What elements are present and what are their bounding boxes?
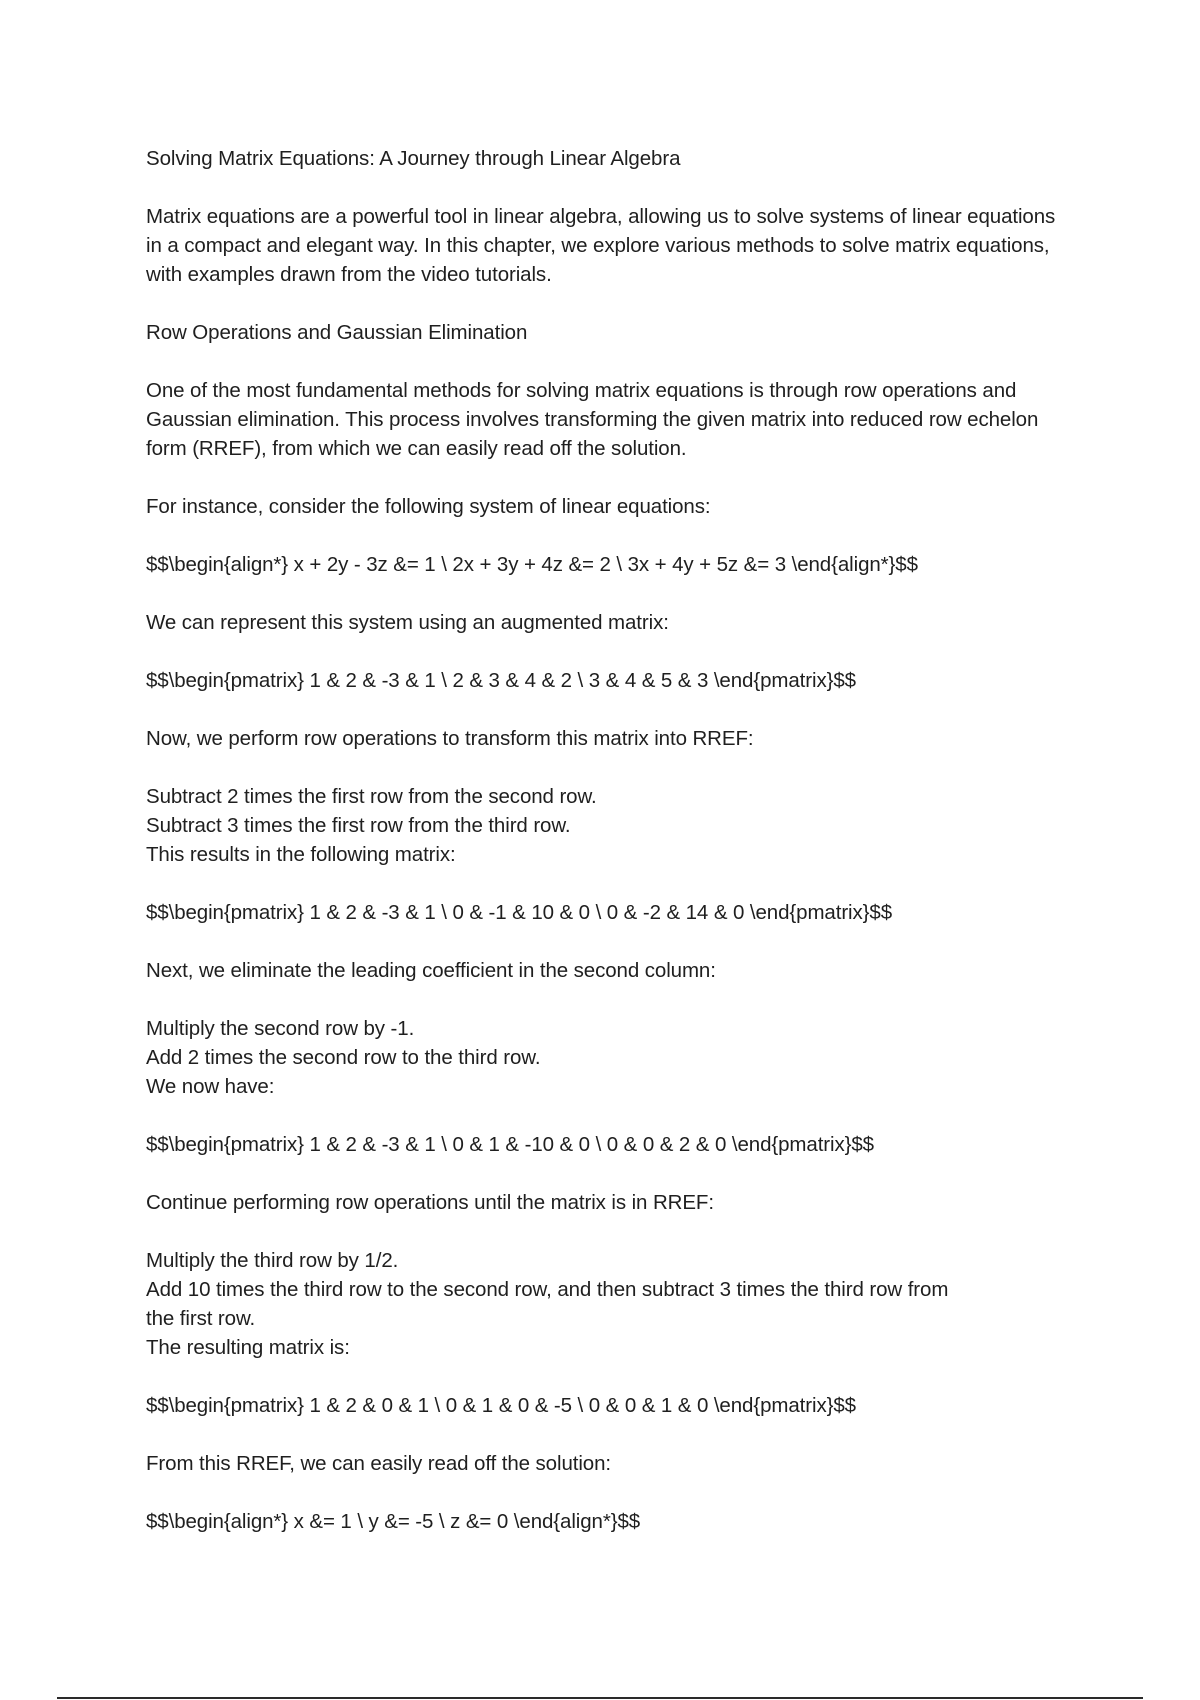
step-line: We now have: xyxy=(146,1075,275,1098)
matrix-latex-3: $$\begin{pmatrix} 1 & 2 & -3 & 1 \ 0 & 1 & -10 & 0 \ 0 & 0 & 2 & 0 \end{pmatrix}$$ xyxy=(146,1133,874,1156)
step-line: The resulting matrix is: xyxy=(146,1336,350,1359)
matrix-latex-4: $$\begin{pmatrix} 1 & 2 & 0 & 1 \ 0 & 1 & 0 & -5 \ 0 & 0 & 1 & 0 \end{pmatrix}$$ xyxy=(146,1394,856,1417)
step-line: Subtract 3 times the first row from the third row. xyxy=(146,814,571,837)
solution-intro: From this RREF, we can easily read off the solution: xyxy=(146,1452,611,1475)
matrix-latex-2: $$\begin{pmatrix} 1 & 2 & -3 & 1 \ 0 & -1 & 10 & 0 \ 0 & -2 & 14 & 0 \end{pmatrix}$$ xyxy=(146,901,892,924)
section-heading: Row Operations and Gaussian Elimination xyxy=(146,321,528,344)
step-line: This results in the following matrix: xyxy=(146,843,456,866)
step-list-2 xyxy=(146,1014,1066,1101)
document-title: Solving Matrix Equations: A Journey through Linear Algebra xyxy=(146,147,681,170)
step-list-3 xyxy=(146,1246,1066,1362)
footer-divider xyxy=(57,1697,1143,1699)
step-list-1 xyxy=(146,782,1066,869)
rref-intro: Now, we perform row operations to transform this matrix into RREF: xyxy=(146,727,754,750)
example-intro: For instance, consider the following system of linear equations: xyxy=(146,495,711,518)
next-step-intro: Next, we eliminate the leading coefficient in the second column: xyxy=(146,959,716,982)
step-line: Subtract 2 times the first row from the second row. xyxy=(146,785,597,808)
step-line: Multiply the second row by -1. xyxy=(146,1017,415,1040)
augmented-matrix-intro: We can represent this system using an augmented matrix: xyxy=(146,611,669,634)
matrix-latex-1: $$\begin{pmatrix} 1 & 2 & -3 & 1 \ 2 & 3 & 4 & 2 \ 3 & 4 & 5 & 3 \end{pmatrix}$$ xyxy=(146,669,856,692)
step-line: Multiply the third row by 1/2. xyxy=(146,1249,399,1272)
intro-paragraph: Matrix equations are a powerful tool in linear algebra, allowing us to solve systems of linear equations in a compact and elegant way. In this chapter, we explore various methods to solve matrix equations, with examples drawn from the video tutorials. xyxy=(146,205,1056,286)
step-line: the first row. xyxy=(146,1307,256,1330)
document-body xyxy=(146,144,1066,1536)
solution-latex: $$\begin{align*} x &= 1 \ y &= -5 \ z &= 0 \end{align*}$$ xyxy=(146,1510,641,1533)
continue-intro: Continue performing row operations until the matrix is in RREF: xyxy=(146,1191,714,1214)
section-intro-paragraph: One of the most fundamental methods for solving matrix equations is through row operations and Gaussian elimination. This process involves transforming the given matrix into reduced row echelon form (RREF), from which we can easily read off the solution. xyxy=(146,379,1039,460)
step-line: Add 2 times the second row to the third row. xyxy=(146,1046,541,1069)
system-equation-latex: $$\begin{align*} x + 2y - 3z &= 1 \ 2x + 3y + 4z &= 2 \ 3x + 4y + 5z &= 3 \end{align*}$$ xyxy=(146,553,918,576)
step-line: Add 10 times the third row to the second row, and then subtract 3 times the third row from xyxy=(146,1278,949,1301)
